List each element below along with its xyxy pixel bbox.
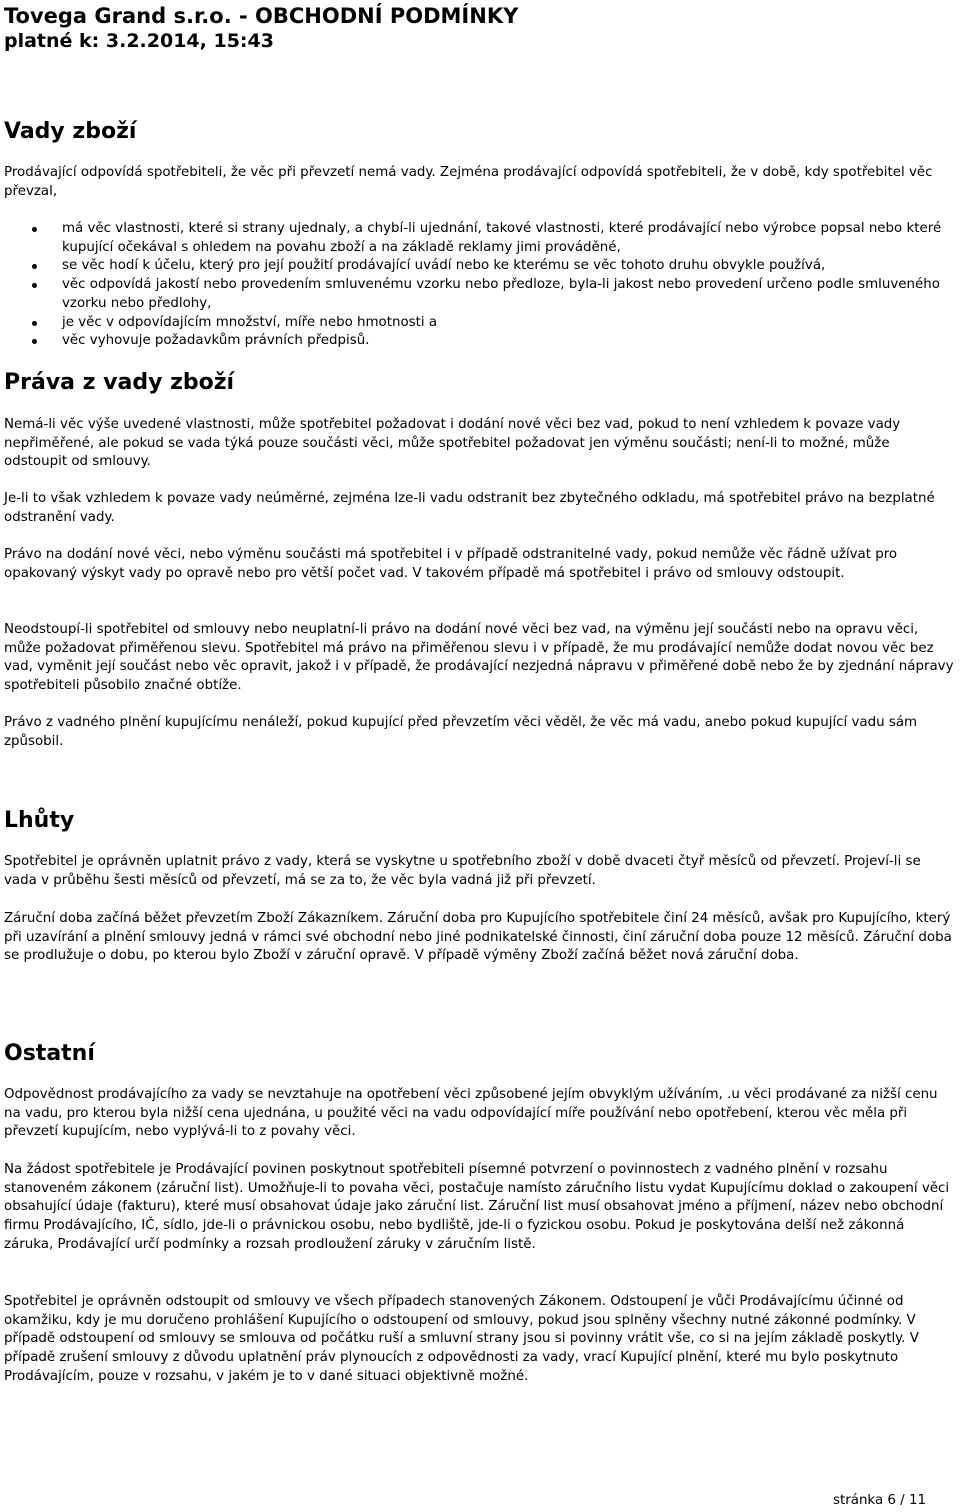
section-heading-lhuty: Lhůty <box>4 808 75 833</box>
ostatni-paragraph-2: Na žádost spotřebitele je Prodávající povinen poskytnout spotřebiteli písemné potvrzení o povinnostech z vadného plnění v rozsahu stanoveném zákonem (záruční list). Umožňuje-li to povaha věci, postačuje namísto záručního listu vydat Kupujícímu doklad o zakoupení věci obsahující údaje (fakturu), které musí obsahovat údaje jako záruční list. Záruční list musí obsahovat jméno a příjmení, název nebo obchodní firmu Prodávajícího, IČ, sídlo, jde-li o právnickou osobu, nebo bydliště, jde-li o fyzickou osobu. Pokud je poskytována delší než zákonná záruka, Prodávající určí podmínky a rozsah prodloužení záruky v záručním listě. <box>4 1162 950 1252</box>
list-item: věc vyhovuje požadavkům právních předpisů. <box>32 332 952 351</box>
section-heading-vady: Vady zboží <box>4 119 137 144</box>
lhuty-paragraph-1: Spotřebitel je oprávněn uplatnit právo z vady, která se vyskytne u spotřebního zboží v době dvaceti čtyř měsíců od převzetí. Projeví-li se vada v průběhu šesti měsíců od převzetí, má se za to, že věc byla vadná již při převzetí. <box>4 854 921 888</box>
prava-paragraph-2: Je-li to však vzhledem k povaze vady neúměrné, zejména lze-li vadu odstranit bez zbytečného odkladu, má spotřebitel právo na bezplatné odstranění vady. <box>4 491 935 525</box>
vady-intro-paragraph: Prodávající odpovídá spotřebiteli, že věc při převzetí nemá vady. Zejména prodávající odpovídá spotřebiteli, že v době, kdy spotřebitel věc převzal, <box>4 165 933 199</box>
lhuty-paragraph-2: Záruční doba začíná běžet převzetím Zboží Zákazníkem. Záruční doba pro Kupujícího spotřebitele činí 24 měsíců, avšak pro Kupujícího, který při uzavírání a plnění smlouvy jedná v rámci své obchodní nebo jiné podnikatelské činnosti, činí záruční doba pouze 12 měsíců. Záruční doba se prodlužuje o dobu, po kterou bylo Zboží v záruční opravě. V případě výměny Zboží začíná běžet nová záruční doba. <box>4 911 952 964</box>
section-heading-ostatni: Ostatní <box>4 1041 95 1066</box>
prava-paragraph-3: Právo na dodání nové věci, nebo výměnu součásti má spotřebitel i v případě odstranitelné vady, pokud nemůže věc řádně užívat pro opakovaný výskyt vady po opravě nebo pro větší počet vad. V takovém případě má spotřebitel i právo od smlouvy odstoupit. <box>4 547 898 581</box>
document-title: Tovega Grand s.r.o. - OBCHODNÍ PODMÍNKY <box>4 4 519 28</box>
page-number: stránka 6 / 11 <box>833 1493 926 1508</box>
prava-paragraph-1: Nemá-li věc výše uvedené vlastnosti, může spotřebitel požadovat i dodání nové věci bez vad, pokud to není vzhledem k povaze vady nepřiměřené, ale pokud se vada týká pouze součásti věci, může spotřebitel požadovat jen výměnu součásti; není-li to možné, může odstoupit od smlouvy. <box>4 417 901 470</box>
document-valid-date: platné k: 3.2.2014, 15:43 <box>4 30 274 52</box>
prava-paragraph-5: Právo z vadného plnění kupujícímu nenáleží, pokud kupující před převzetím věci věděl, že věc má vadu, anebo pokud kupující vadu sám způsobil. <box>4 715 918 749</box>
section-heading-prava: Práva z vady zboží <box>4 370 235 395</box>
ostatni-paragraph-3: Spotřebitel je oprávněn odstoupit od smlouvy ve všech případech stanovených Zákonem. Odstoupení je vůči Prodávajícímu účinné od okamžiku, kdy je mu doručeno prohlášení Kupujícího o odstoupení od smlouvy, pokud jsou splněny všechny nutné zákonné podmínky. V případě odstoupení od smlouvy se smlouva od počátku ruší a smluvní strany jsou si povinny vrátit vše, co si na jejím základě poskytly. V případě zrušení smlouvy z důvodu uplatnění práv plynoucích z odpovědnosti za vady, vrací Kupující plnění, které mu bylo poskytnuto Prodávajícím, pouze v rozsahu, v jakém je to v dané situaci objektivně možné. <box>4 1294 919 1384</box>
prava-paragraph-4: Neodstoupí-li spotřebitel od smlouvy nebo neuplatní-li právo na dodání nové věci bez vad, na výměnu její součásti nebo na opravu věci, může požadovat přiměřenou slevu. Spotřebitel má právo na přiměřenou slevu i v případě, že mu prodávající nemůže dodat novou věc bez vad, vyměnit její součást nebo věc opravit, jakož i v případě, že prodávající nezjedná nápravu v přiměřené době nebo že by zjednání nápravy spotřebiteli působilo značné obtíže. <box>4 622 954 694</box>
vady-conditions-list <box>32 220 952 351</box>
list-item: se věc hodí k účelu, který pro její použití prodávající uvádí nebo ke kterému se věc tohoto druhu obvykle používá, <box>32 257 952 276</box>
list-item: je věc v odpovídajícím množství, míře nebo hmotnosti a <box>32 314 952 333</box>
list-item: má věc vlastnosti, které si strany ujednaly, a chybí-li ujednání, takové vlastnosti, které prodávající nebo výrobce popsal nebo které kupující očekával s ohledem na povahu zboží a na základě reklamy jimi prováděné, <box>32 220 952 257</box>
ostatni-paragraph-1: Odpovědnost prodávajícího za vady se nevztahuje na opotřebení věci způsobené jejím obvyklým užíváním, .u věci prodávané za nižší cenu na vadu, pro kterou byla nižší cena ujednána, u použité věci na vadu odpovídající míře používání nebo opotřebení, kterou věc měla při převzetí kupujícím, nebo vyplývá-li to z povahy věci. <box>4 1087 938 1140</box>
list-item: věc odpovídá jakostí nebo provedením smluvenému vzorku nebo předloze, byla-li jakost nebo provedení určeno podle smluveného vzorku nebo předlohy, <box>32 276 952 313</box>
